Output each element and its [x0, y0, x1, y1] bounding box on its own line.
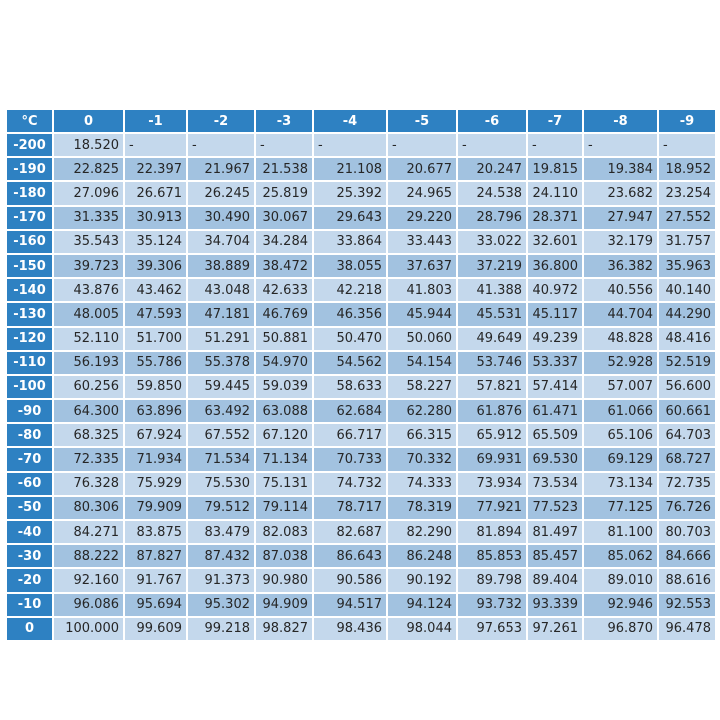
table-cell: 58.633	[313, 375, 387, 399]
table-row	[6, 230, 716, 254]
table-cell: 24.538	[457, 181, 527, 205]
header-row	[6, 109, 716, 133]
table-cell: 75.131	[255, 472, 313, 496]
table-cell: 62.684	[313, 399, 387, 423]
table-cell: -	[658, 133, 716, 157]
table-cell: 91.373	[187, 568, 255, 592]
table-cell: 76.328	[53, 472, 124, 496]
row-header: -80	[6, 423, 53, 447]
table-cell: 85.457	[527, 544, 583, 568]
table-cell: 78.319	[387, 496, 457, 520]
table-cell: 59.445	[187, 375, 255, 399]
row-header: -160	[6, 230, 53, 254]
table-cell: 86.643	[313, 544, 387, 568]
table-cell: 19.384	[583, 157, 658, 181]
table-cell: 56.600	[658, 375, 716, 399]
table-cell: 43.048	[187, 278, 255, 302]
table-cell: 85.853	[457, 544, 527, 568]
row-header: -60	[6, 472, 53, 496]
table-cell: 27.947	[583, 206, 658, 230]
table-cell: 99.218	[187, 617, 255, 641]
table-cell: 31.335	[53, 206, 124, 230]
table-cell: 38.889	[187, 254, 255, 278]
table-body	[6, 133, 716, 641]
table-cell: 51.700	[124, 327, 187, 351]
table-cell: 84.666	[658, 544, 716, 568]
table-cell: 77.523	[527, 496, 583, 520]
table-cell: 94.517	[313, 593, 387, 617]
table-cell: 53.337	[527, 351, 583, 375]
table-cell: 44.704	[583, 302, 658, 326]
table-cell: 24.110	[527, 181, 583, 205]
table-cell: 54.154	[387, 351, 457, 375]
table-cell: 95.302	[187, 593, 255, 617]
column-header: -7	[527, 109, 583, 133]
table-header	[6, 109, 716, 133]
table-cell: 92.553	[658, 593, 716, 617]
table-row	[6, 302, 716, 326]
table-cell: 53.746	[457, 351, 527, 375]
table-cell: 26.671	[124, 181, 187, 205]
row-header: -30	[6, 544, 53, 568]
table-row	[6, 399, 716, 423]
table-cell: 34.704	[187, 230, 255, 254]
table-cell: 94.124	[387, 593, 457, 617]
table-cell: 35.124	[124, 230, 187, 254]
table-cell: 86.248	[387, 544, 457, 568]
table-cell: 45.944	[387, 302, 457, 326]
table-cell: 75.530	[187, 472, 255, 496]
table-cell: -	[313, 133, 387, 157]
row-header: -40	[6, 520, 53, 544]
table-cell: 45.531	[457, 302, 527, 326]
column-header: -1	[124, 109, 187, 133]
table-cell: 28.371	[527, 206, 583, 230]
table-cell: 23.682	[583, 181, 658, 205]
table-cell: 73.934	[457, 472, 527, 496]
table-cell: 67.924	[124, 423, 187, 447]
table-cell: 87.038	[255, 544, 313, 568]
table-cell: 75.929	[124, 472, 187, 496]
table-cell: 82.290	[387, 520, 457, 544]
table-cell: 54.562	[313, 351, 387, 375]
table-cell: 58.227	[387, 375, 457, 399]
table-cell: 68.727	[658, 447, 716, 471]
table-cell: 28.796	[457, 206, 527, 230]
table-cell: 81.100	[583, 520, 658, 544]
table-cell: 79.114	[255, 496, 313, 520]
table-cell: 65.509	[527, 423, 583, 447]
table-cell: 29.220	[387, 206, 457, 230]
table-cell: 51.291	[187, 327, 255, 351]
table-cell: 87.827	[124, 544, 187, 568]
table-cell: 98.436	[313, 617, 387, 641]
table-cell: 61.876	[457, 399, 527, 423]
table-cell: 71.134	[255, 447, 313, 471]
table-row	[6, 520, 716, 544]
table-cell: 25.392	[313, 181, 387, 205]
table-cell: 88.616	[658, 568, 716, 592]
table-cell: 67.120	[255, 423, 313, 447]
table-cell: 57.007	[583, 375, 658, 399]
table-cell: 27.096	[53, 181, 124, 205]
column-header: -3	[255, 109, 313, 133]
table-cell: 33.022	[457, 230, 527, 254]
table-cell: 23.254	[658, 181, 716, 205]
table-cell: 36.800	[527, 254, 583, 278]
table-cell: 27.552	[658, 206, 716, 230]
row-header: -70	[6, 447, 53, 471]
row-header: -180	[6, 181, 53, 205]
table-row	[6, 351, 716, 375]
table-cell: 46.356	[313, 302, 387, 326]
table-cell: 89.010	[583, 568, 658, 592]
table-row	[6, 181, 716, 205]
table-row	[6, 472, 716, 496]
table-cell: 48.828	[583, 327, 658, 351]
table-cell: 50.470	[313, 327, 387, 351]
row-header: -130	[6, 302, 53, 326]
table-cell: 30.490	[187, 206, 255, 230]
table-cell: 50.060	[387, 327, 457, 351]
table-cell: 79.512	[187, 496, 255, 520]
table-row	[6, 617, 716, 641]
table-cell: 42.633	[255, 278, 313, 302]
table-cell: -	[527, 133, 583, 157]
table-cell: 81.894	[457, 520, 527, 544]
table-cell: 39.723	[53, 254, 124, 278]
table-cell: 42.218	[313, 278, 387, 302]
table-row	[6, 254, 716, 278]
table-cell: 36.382	[583, 254, 658, 278]
table-cell: 32.179	[583, 230, 658, 254]
table-cell: 71.934	[124, 447, 187, 471]
table-cell: 90.980	[255, 568, 313, 592]
table-cell: 49.649	[457, 327, 527, 351]
table-cell: 63.492	[187, 399, 255, 423]
column-header: -9	[658, 109, 716, 133]
table-cell: 56.193	[53, 351, 124, 375]
table-row	[6, 593, 716, 617]
table-cell: 98.044	[387, 617, 457, 641]
header-corner-unit: °C	[6, 109, 53, 133]
table-cell: 38.055	[313, 254, 387, 278]
table-cell: 48.005	[53, 302, 124, 326]
resistance-table	[5, 108, 717, 642]
table-cell: 61.471	[527, 399, 583, 423]
table-cell: 55.786	[124, 351, 187, 375]
table-cell: 59.039	[255, 375, 313, 399]
table-cell: 60.256	[53, 375, 124, 399]
table-cell: 70.332	[387, 447, 457, 471]
table-cell: 24.965	[387, 181, 457, 205]
table-cell: 97.261	[527, 617, 583, 641]
table-cell: 84.271	[53, 520, 124, 544]
table-cell: 57.414	[527, 375, 583, 399]
table-cell: 83.479	[187, 520, 255, 544]
table-cell: 73.534	[527, 472, 583, 496]
column-header: -4	[313, 109, 387, 133]
table-cell: 41.388	[457, 278, 527, 302]
table-cell: 82.083	[255, 520, 313, 544]
table-cell: 35.963	[658, 254, 716, 278]
table-cell: 90.192	[387, 568, 457, 592]
table-cell: 50.881	[255, 327, 313, 351]
table-cell: 89.798	[457, 568, 527, 592]
table-cell: 78.717	[313, 496, 387, 520]
table-cell: -	[583, 133, 658, 157]
table-cell: 40.556	[583, 278, 658, 302]
row-header: -120	[6, 327, 53, 351]
table-cell: 43.876	[53, 278, 124, 302]
row-header: -50	[6, 496, 53, 520]
table-cell: 89.404	[527, 568, 583, 592]
table-cell: 65.912	[457, 423, 527, 447]
table-cell: 34.284	[255, 230, 313, 254]
table-cell: 37.219	[457, 254, 527, 278]
table-cell: 97.653	[457, 617, 527, 641]
table-row	[6, 496, 716, 520]
table-cell: 98.827	[255, 617, 313, 641]
table-cell: 63.088	[255, 399, 313, 423]
table-cell: 74.333	[387, 472, 457, 496]
column-header: 0	[53, 109, 124, 133]
table-cell: 90.586	[313, 568, 387, 592]
table-cell: 33.864	[313, 230, 387, 254]
table-cell: 74.732	[313, 472, 387, 496]
table-cell: 32.601	[527, 230, 583, 254]
table-cell: 45.117	[527, 302, 583, 326]
table-cell: 21.538	[255, 157, 313, 181]
column-header: -5	[387, 109, 457, 133]
row-header: -150	[6, 254, 53, 278]
table-cell: 44.290	[658, 302, 716, 326]
table-cell: 64.300	[53, 399, 124, 423]
table-cell: -	[124, 133, 187, 157]
row-header: -100	[6, 375, 53, 399]
table-cell: 79.909	[124, 496, 187, 520]
resistance-table-container	[5, 108, 715, 642]
table-row	[6, 327, 716, 351]
table-cell: 61.066	[583, 399, 658, 423]
table-cell: 65.106	[583, 423, 658, 447]
table-cell: 77.125	[583, 496, 658, 520]
table-cell: 41.803	[387, 278, 457, 302]
table-cell: 35.543	[53, 230, 124, 254]
table-cell: 43.462	[124, 278, 187, 302]
table-cell: 66.717	[313, 423, 387, 447]
table-cell: 69.931	[457, 447, 527, 471]
table-cell: 40.140	[658, 278, 716, 302]
row-header: -10	[6, 593, 53, 617]
table-cell: 76.726	[658, 496, 716, 520]
table-cell: 96.478	[658, 617, 716, 641]
table-cell: 91.767	[124, 568, 187, 592]
table-cell: 62.280	[387, 399, 457, 423]
table-cell: 47.181	[187, 302, 255, 326]
table-row	[6, 157, 716, 181]
table-cell: 49.239	[527, 327, 583, 351]
table-cell: 38.472	[255, 254, 313, 278]
table-cell: 30.913	[124, 206, 187, 230]
row-header: -190	[6, 157, 53, 181]
table-cell: 47.593	[124, 302, 187, 326]
table-row	[6, 206, 716, 230]
row-header: -200	[6, 133, 53, 157]
table-cell: 69.129	[583, 447, 658, 471]
table-cell: 60.661	[658, 399, 716, 423]
table-cell: 39.306	[124, 254, 187, 278]
row-header: 0	[6, 617, 53, 641]
table-cell: 93.339	[527, 593, 583, 617]
table-cell: 63.896	[124, 399, 187, 423]
table-cell: 88.222	[53, 544, 124, 568]
table-cell: 67.552	[187, 423, 255, 447]
table-cell: 71.534	[187, 447, 255, 471]
table-cell: 19.815	[527, 157, 583, 181]
table-cell: 26.245	[187, 181, 255, 205]
table-row	[6, 133, 716, 157]
table-cell: -	[187, 133, 255, 157]
table-cell: 96.870	[583, 617, 658, 641]
table-cell: 85.062	[583, 544, 658, 568]
column-header: -2	[187, 109, 255, 133]
table-cell: 22.825	[53, 157, 124, 181]
table-cell: 29.643	[313, 206, 387, 230]
table-cell: 68.325	[53, 423, 124, 447]
table-cell: 96.086	[53, 593, 124, 617]
table-cell: 83.875	[124, 520, 187, 544]
table-cell: 93.732	[457, 593, 527, 617]
table-cell: 64.703	[658, 423, 716, 447]
table-cell: 31.757	[658, 230, 716, 254]
table-cell: 30.067	[255, 206, 313, 230]
column-header: -6	[457, 109, 527, 133]
table-cell: 57.821	[457, 375, 527, 399]
table-cell: 46.769	[255, 302, 313, 326]
table-cell: 82.687	[313, 520, 387, 544]
table-cell: 92.160	[53, 568, 124, 592]
table-cell: 20.677	[387, 157, 457, 181]
table-cell: 100.000	[53, 617, 124, 641]
table-row	[6, 568, 716, 592]
row-header: -90	[6, 399, 53, 423]
table-cell: -	[255, 133, 313, 157]
table-cell: 54.970	[255, 351, 313, 375]
table-cell: 55.378	[187, 351, 255, 375]
table-cell: 48.416	[658, 327, 716, 351]
table-cell: 18.952	[658, 157, 716, 181]
table-cell: 73.134	[583, 472, 658, 496]
table-cell: 99.609	[124, 617, 187, 641]
table-cell: 69.530	[527, 447, 583, 471]
table-cell: 80.306	[53, 496, 124, 520]
row-header: -170	[6, 206, 53, 230]
table-cell: 52.519	[658, 351, 716, 375]
table-cell: 37.637	[387, 254, 457, 278]
table-row	[6, 423, 716, 447]
table-cell: 87.432	[187, 544, 255, 568]
table-row	[6, 278, 716, 302]
table-cell: 21.108	[313, 157, 387, 181]
table-cell: 70.733	[313, 447, 387, 471]
table-cell: 94.909	[255, 593, 313, 617]
table-row	[6, 447, 716, 471]
table-cell: 66.315	[387, 423, 457, 447]
table-row	[6, 375, 716, 399]
table-cell: 18.520	[53, 133, 124, 157]
row-header: -20	[6, 568, 53, 592]
row-header: -140	[6, 278, 53, 302]
table-cell: 40.972	[527, 278, 583, 302]
table-cell: 20.247	[457, 157, 527, 181]
row-header: -110	[6, 351, 53, 375]
table-cell: 95.694	[124, 593, 187, 617]
table-cell: 25.819	[255, 181, 313, 205]
table-cell: 59.850	[124, 375, 187, 399]
table-cell: 77.921	[457, 496, 527, 520]
table-cell: 92.946	[583, 593, 658, 617]
table-cell: 72.335	[53, 447, 124, 471]
table-cell: -	[457, 133, 527, 157]
column-header: -8	[583, 109, 658, 133]
table-cell: 21.967	[187, 157, 255, 181]
table-cell: -	[387, 133, 457, 157]
table-cell: 22.397	[124, 157, 187, 181]
table-cell: 80.703	[658, 520, 716, 544]
table-cell: 81.497	[527, 520, 583, 544]
table-cell: 52.110	[53, 327, 124, 351]
table-row	[6, 544, 716, 568]
table-cell: 52.928	[583, 351, 658, 375]
table-cell: 72.735	[658, 472, 716, 496]
table-cell: 33.443	[387, 230, 457, 254]
